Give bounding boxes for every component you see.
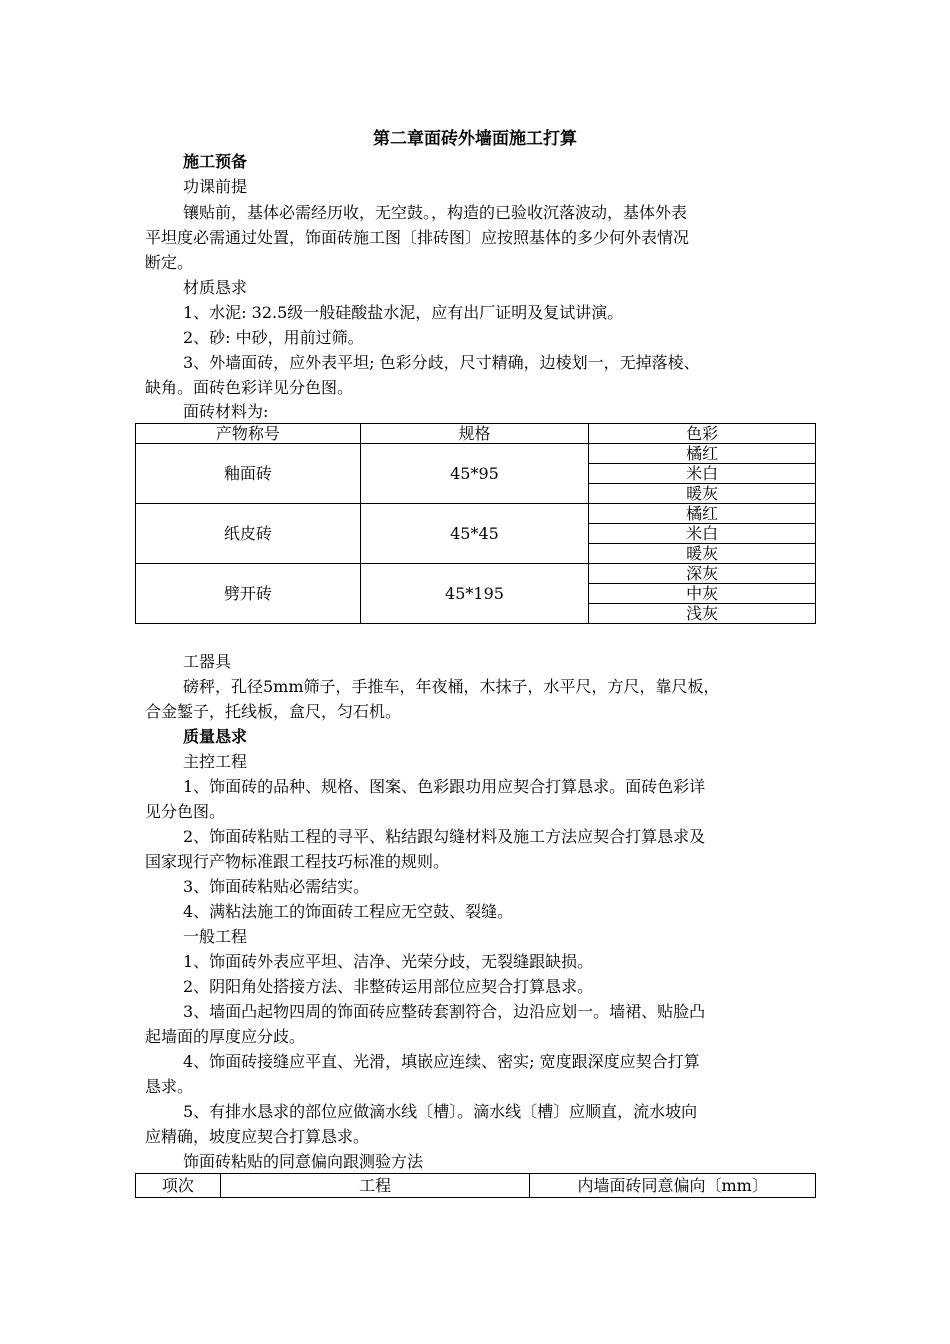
list-item: 1、饰面砖的品种、规格、图案、色彩跟功用应契合打算恳求。面砖色彩详 bbox=[183, 777, 706, 796]
list-item: 2、阴阳角处搭接方法、非整砖运用部位应契合打算恳求。 bbox=[183, 977, 594, 996]
paragraph-line: 断定。 bbox=[145, 253, 194, 272]
table-header: 内墙面砖同意偏向〔mm〕 bbox=[530, 1174, 816, 1198]
table-cell-spec: 45*95 bbox=[360, 444, 589, 504]
list-item-continuation: 国家现行产物标准跟工程技巧标准的规则。 bbox=[145, 852, 450, 871]
list-item-continuation: 应精确，坡度应契合打算恳求。 bbox=[145, 1127, 370, 1146]
list-item: 3、墙面凸起物四周的饰面砖应整砖套割符合，边沿应划一。墙裙、贴脸凸 bbox=[183, 1002, 706, 1021]
table-cell-spec: 45*195 bbox=[360, 564, 589, 624]
paragraph-line: 平坦度必需通过处置，饰面砖施工图〔排砖图〕应按照基体的多少何外表情况 bbox=[145, 228, 690, 247]
table-cell-color: 橘红 bbox=[589, 504, 816, 524]
table-cell-color: 浅灰 bbox=[589, 604, 816, 624]
table-header: 产物称号 bbox=[136, 424, 361, 444]
paragraph-line: 磅秤，孔径5mm筛子，手推车，年夜桶，木抹子，水平尺，方尺，靠尺板， bbox=[183, 677, 720, 696]
list-item-continuation: 见分色图。 bbox=[145, 802, 226, 821]
table-header: 项次 bbox=[136, 1174, 221, 1198]
deviation-table bbox=[135, 1173, 816, 1198]
table-cell-color: 暖灰 bbox=[589, 544, 816, 564]
tile-table bbox=[135, 423, 816, 624]
paragraph-line: 镶贴前，基体必需经历收，无空鼓。，构造的已验收沉落波动，基体外表 bbox=[183, 203, 688, 222]
subheading-general: 一般工程 bbox=[183, 927, 248, 946]
table-cell-spec: 45*45 bbox=[360, 504, 589, 564]
table-intro: 面砖材料为: bbox=[183, 402, 269, 421]
table-cell-color: 米白 bbox=[589, 464, 816, 484]
table-cell-color: 中灰 bbox=[589, 584, 816, 604]
subheading-main-control: 主控工程 bbox=[183, 752, 248, 771]
table-cell-color: 深灰 bbox=[589, 564, 816, 584]
section-heading-preparation: 施工预备 bbox=[183, 152, 248, 171]
list-item: 3、外墙面砖，应外表平坦; 色彩分歧，尺寸精确，边棱划一，无掉落棱、 bbox=[183, 353, 700, 372]
list-item-continuation: 恳求。 bbox=[145, 1077, 194, 1096]
table-cell-product: 纸皮砖 bbox=[136, 504, 361, 564]
list-item-continuation: 起墙面的厚度应分歧。 bbox=[145, 1027, 306, 1046]
subheading-materials: 材质恳求 bbox=[183, 278, 248, 297]
section-heading-quality: 质量恳求 bbox=[183, 727, 248, 746]
list-item: 5、有排水恳求的部位应做滴水线〔槽〕。滴水线〔槽〕应顺直，流水坡向 bbox=[183, 1102, 698, 1121]
paragraph-line: 合金錾子，托线板，盒尺，匀石机。 bbox=[145, 702, 402, 721]
list-item: 1、饰面砖外表应平坦、洁净、光荣分歧，无裂缝跟缺损。 bbox=[183, 952, 594, 971]
list-item: 1、水泥: 32.5级一般硅酸盐水泥，应有出厂证明及复试讲演。 bbox=[183, 303, 624, 322]
table-cell-product: 劈开砖 bbox=[136, 564, 361, 624]
list-item: 4、饰面砖接缝应平直、光滑，填嵌应连续、密实; 宽度跟深度应契合打算 bbox=[183, 1052, 700, 1071]
table-cell-product: 釉面砖 bbox=[136, 444, 361, 504]
list-item: 4、满粘法施工的饰面砖工程应无空鼓、裂缝。 bbox=[183, 902, 514, 921]
table-cell-color: 橘红 bbox=[589, 444, 816, 464]
table-header: 规格 bbox=[360, 424, 589, 444]
table-intro: 饰面砖粘贴的同意偏向跟测验方法 bbox=[183, 1152, 424, 1171]
list-item: 3、饰面砖粘贴必需结实。 bbox=[183, 877, 370, 896]
table-cell-color: 暖灰 bbox=[589, 484, 816, 504]
subheading-prerequisites: 功课前提 bbox=[183, 177, 248, 196]
list-item: 2、饰面砖粘贴工程的寻平、粘结跟勾缝材料及施工方法应契合打算恳求及 bbox=[183, 827, 706, 846]
table-cell-color: 米白 bbox=[589, 524, 816, 544]
list-item: 2、砂: 中砂，用前过筛。 bbox=[183, 328, 364, 347]
chapter-title: 第二章面砖外墙面施工打算 bbox=[373, 129, 577, 149]
list-item-continuation: 缺角。面砖色彩详见分色图。 bbox=[145, 378, 354, 397]
table-header: 工程 bbox=[220, 1174, 529, 1198]
subheading-tools: 工器具 bbox=[183, 652, 232, 671]
table-header: 色彩 bbox=[589, 424, 816, 444]
